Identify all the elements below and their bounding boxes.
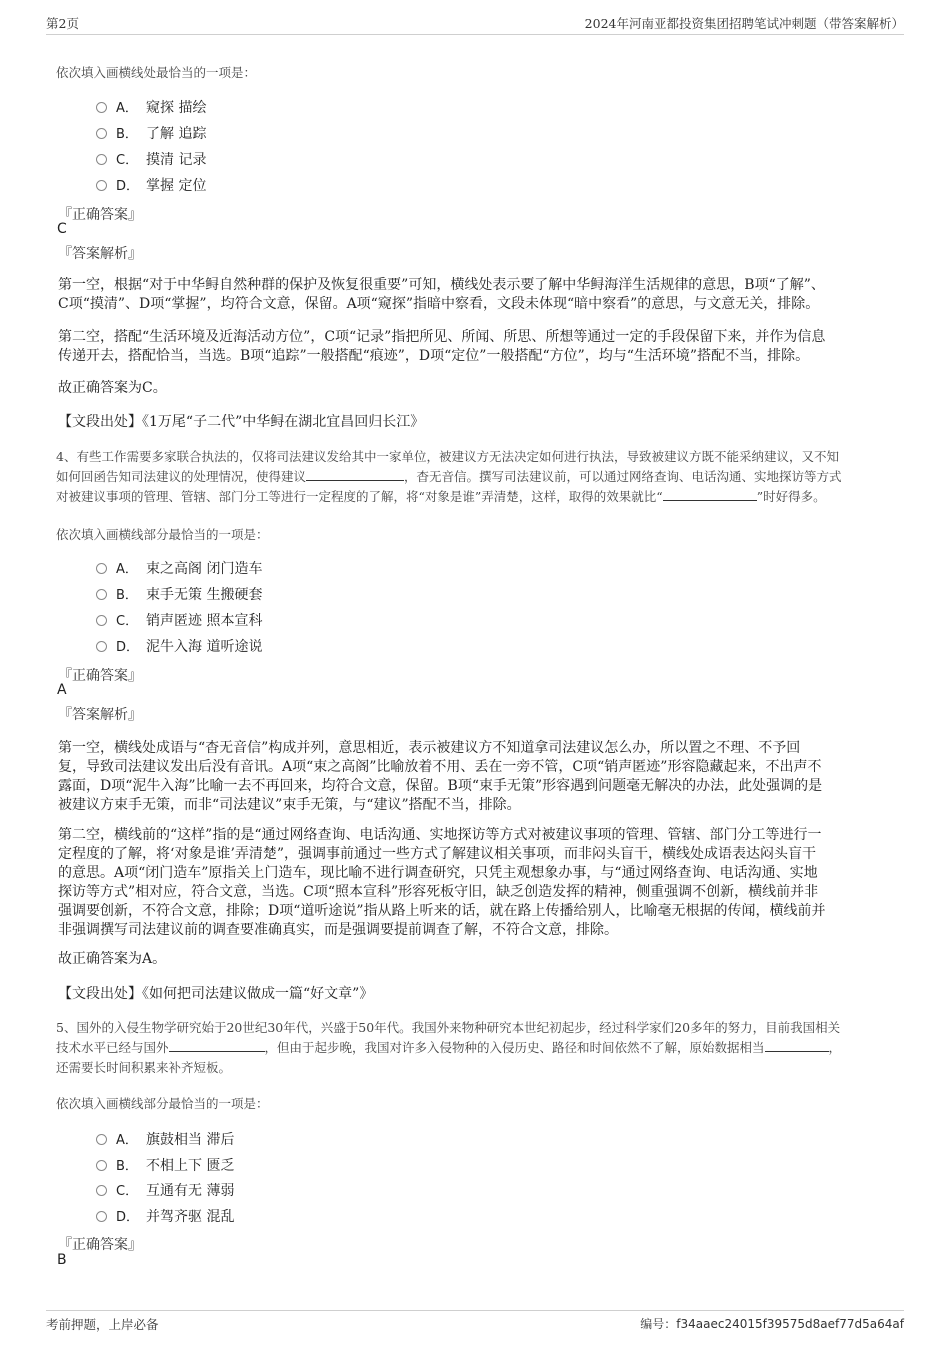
- radio-icon[interactable]: [96, 641, 107, 652]
- q3-analysis-label: 『答案解析』: [58, 246, 142, 262]
- q4-option-b[interactable]: B． 束手无策 生搬硬套: [96, 584, 262, 604]
- q5-option-b[interactable]: B． 不相上下 匮乏: [96, 1155, 234, 1175]
- q3-conclusion: 故正确答案为C。: [58, 380, 167, 396]
- q5-stem: 5、国外的入侵生物学研究始于20世纪30年代，兴盛于50年代。我国外来物种研究本世纪初起步，经过科学家们20多年的努力，目前我国相关 技术水平已经与国外 ，但由于起步晚，我国对许多入侵物种的入侵历史、路径和时间依然不了解，原始数据相当 ， 还需要长时间积累来补齐短板。: [56, 1020, 842, 1075]
- page-number: 第2页: [46, 16, 79, 31]
- q4-answer: A: [57, 682, 67, 698]
- q3-source: 【文段出处】《1万尾“子二代”中华鲟在湖北宜昌回归长江》: [58, 414, 425, 430]
- q4-option-a[interactable]: A． 束之高阁 闭门造车: [96, 558, 262, 578]
- radio-icon[interactable]: [96, 154, 107, 165]
- q4-answer-label: 『正确答案』: [58, 668, 142, 684]
- q4-analysis-paragraph-1: 第一空，横线处成语与“杳无音信”构成并列，意思相近，表示被建议方不知道拿司法建议怎么办，所以置之不理、不予回 复，导致司法建议发出后没有音讯。A项“束之高阁”比喻放着不用、丢在一旁不管，C项“销声匿迹”形容隐藏起来，不出声不 露面，D项“泥牛入海”比喻一去不再回来，均符合文意，保留。B项“束手无策”形容遇到问题毫无解决的办法，此处强调的是 被建议方束手无策，而非“司法建议”束手无策，与“建议”搭配不当，排除。: [58, 740, 823, 813]
- q5-option-a[interactable]: A． 旗鼓相当 滞后: [96, 1129, 234, 1149]
- q5-option-c[interactable]: C． 互通有无 薄弱: [96, 1180, 234, 1200]
- q4-option-c[interactable]: C． 销声匿迹 照本宣科: [96, 610, 262, 630]
- radio-icon[interactable]: [96, 102, 107, 113]
- document-title: 2024年河南亚都投资集团招聘笔试冲刺题（带答案解析）: [584, 16, 904, 31]
- q3-option-d[interactable]: D． 掌握 定位: [96, 175, 206, 195]
- q3-answer-label: 『正确答案』: [58, 207, 142, 223]
- blank-line: [663, 488, 757, 501]
- radio-icon[interactable]: [96, 1185, 107, 1196]
- radio-icon[interactable]: [96, 128, 107, 139]
- q5-answer: B: [57, 1252, 67, 1268]
- page-footer: [46, 1310, 904, 1339]
- q3-prompt: 依次填入画横线处最恰当的一项是：: [56, 65, 257, 80]
- q4-prompt: 依次填入画横线部分最恰当的一项是：: [56, 527, 269, 542]
- q5-prompt: 依次填入画横线部分最恰当的一项是：: [56, 1096, 269, 1111]
- footer-slogan: 考前押题，上岸必备: [46, 1317, 159, 1332]
- q3-answer: C: [57, 221, 67, 237]
- q3-option-c[interactable]: C． 摸清 记录: [96, 149, 206, 169]
- blank-line: [306, 468, 404, 481]
- q4-analysis-paragraph-2: 第二空，横线前的“这样”指的是“通过网络查询、电话沟通、实地探访等方式对被建议事项的管理、管辖、部门分工等进行一 定程度的了解，将‘对象是谁’弄清楚”，强调事前通过一些方式了解建议相关事项，而非闷头盲干，横线处成语表达闷头盲干 的意思。A项“闭门造车”原指关上门造车，现比喻不进行调查研究，只凭主观想象办事，与“通过网络查询、电话沟通、实地 探访等方式”相对应，符合文意，当选。C项“照本宣科”形容死板守旧，缺乏创造发挥的精神，侧重强调不创新，横线前并非 强调要创新，不符合文意，排除；D项“道听途说”指从路上听来的话，就在路上传播给别人，比喻毫无根据的传闻，横线前并 非强调撰写司法建议前的调查要准确真实，而是强调要提前调查了解，不符合文意，排除。: [58, 827, 826, 938]
- radio-icon[interactable]: [96, 1211, 107, 1222]
- radio-icon[interactable]: [96, 615, 107, 626]
- q4-source: 【文段出处】《如何把司法建议做成一篇“好文章”》: [58, 986, 374, 1002]
- q4-conclusion: 故正确答案为A。: [58, 951, 167, 967]
- radio-icon[interactable]: [96, 563, 107, 574]
- radio-icon[interactable]: [96, 589, 107, 600]
- blank-line: [765, 1039, 829, 1052]
- q3-analysis-paragraph-1: 第一空，根据“对于中华鲟自然种群的保护及恢复很重要”可知，横线处表示要了解中华鲟海洋生活规律的意思，B项“了解”、 C项“摸清”、D项“掌握”，均符合文意，保留。A项“窥探”指暗中察看，文段未体现“暗中察看”的意思，与文意无关，排除。: [58, 277, 825, 312]
- blank-line: [169, 1039, 265, 1052]
- q4-analysis-label: 『答案解析』: [58, 707, 142, 723]
- radio-icon[interactable]: [96, 1160, 107, 1171]
- document-code: 编号：f34aaec24015f39575d8aef77d5a64af: [640, 1317, 904, 1331]
- q3-analysis-paragraph-2: 第二空，搭配“生活环境及近海活动方位”，C项“记录”指把所见、所闻、所思、所想等通过一定的手段保留下来，并作为信息 传递开去，搭配恰当，当选。B项“追踪”一般搭配“痕迹”，D项“定位”一般搭配“方位”，均与“生活环境”搭配不当，排除。: [58, 329, 826, 364]
- radio-icon[interactable]: [96, 1134, 107, 1145]
- page-header: [46, 12, 904, 35]
- radio-icon[interactable]: [96, 180, 107, 191]
- q3-option-a[interactable]: A． 窥探 描绘: [96, 97, 206, 117]
- q3-option-b[interactable]: B． 了解 追踪: [96, 123, 206, 143]
- q4-stem: 4、有些工作需要多家联合执法的，仅将司法建议发给其中一家单位，被建议方无法决定如何进行执法，导致被建议方既不能采纳建议，又不知 如何回函告知司法建议的处理情况，使得建议 ，杳无音信。撰写司法建议前，可以通过网络查询、电话沟通、实地探访等方式 对被建议事项的管理、管辖、部门分工等进行一定程度的了解，将“对象是谁”弄清楚，这样，取得的效果就比“ ”时好得多。: [56, 449, 842, 504]
- q5-option-d[interactable]: D． 并驾齐驱 混乱: [96, 1206, 234, 1226]
- q4-option-d[interactable]: D． 泥牛入海 道听途说: [96, 636, 262, 656]
- q5-answer-label: 『正确答案』: [58, 1237, 142, 1253]
